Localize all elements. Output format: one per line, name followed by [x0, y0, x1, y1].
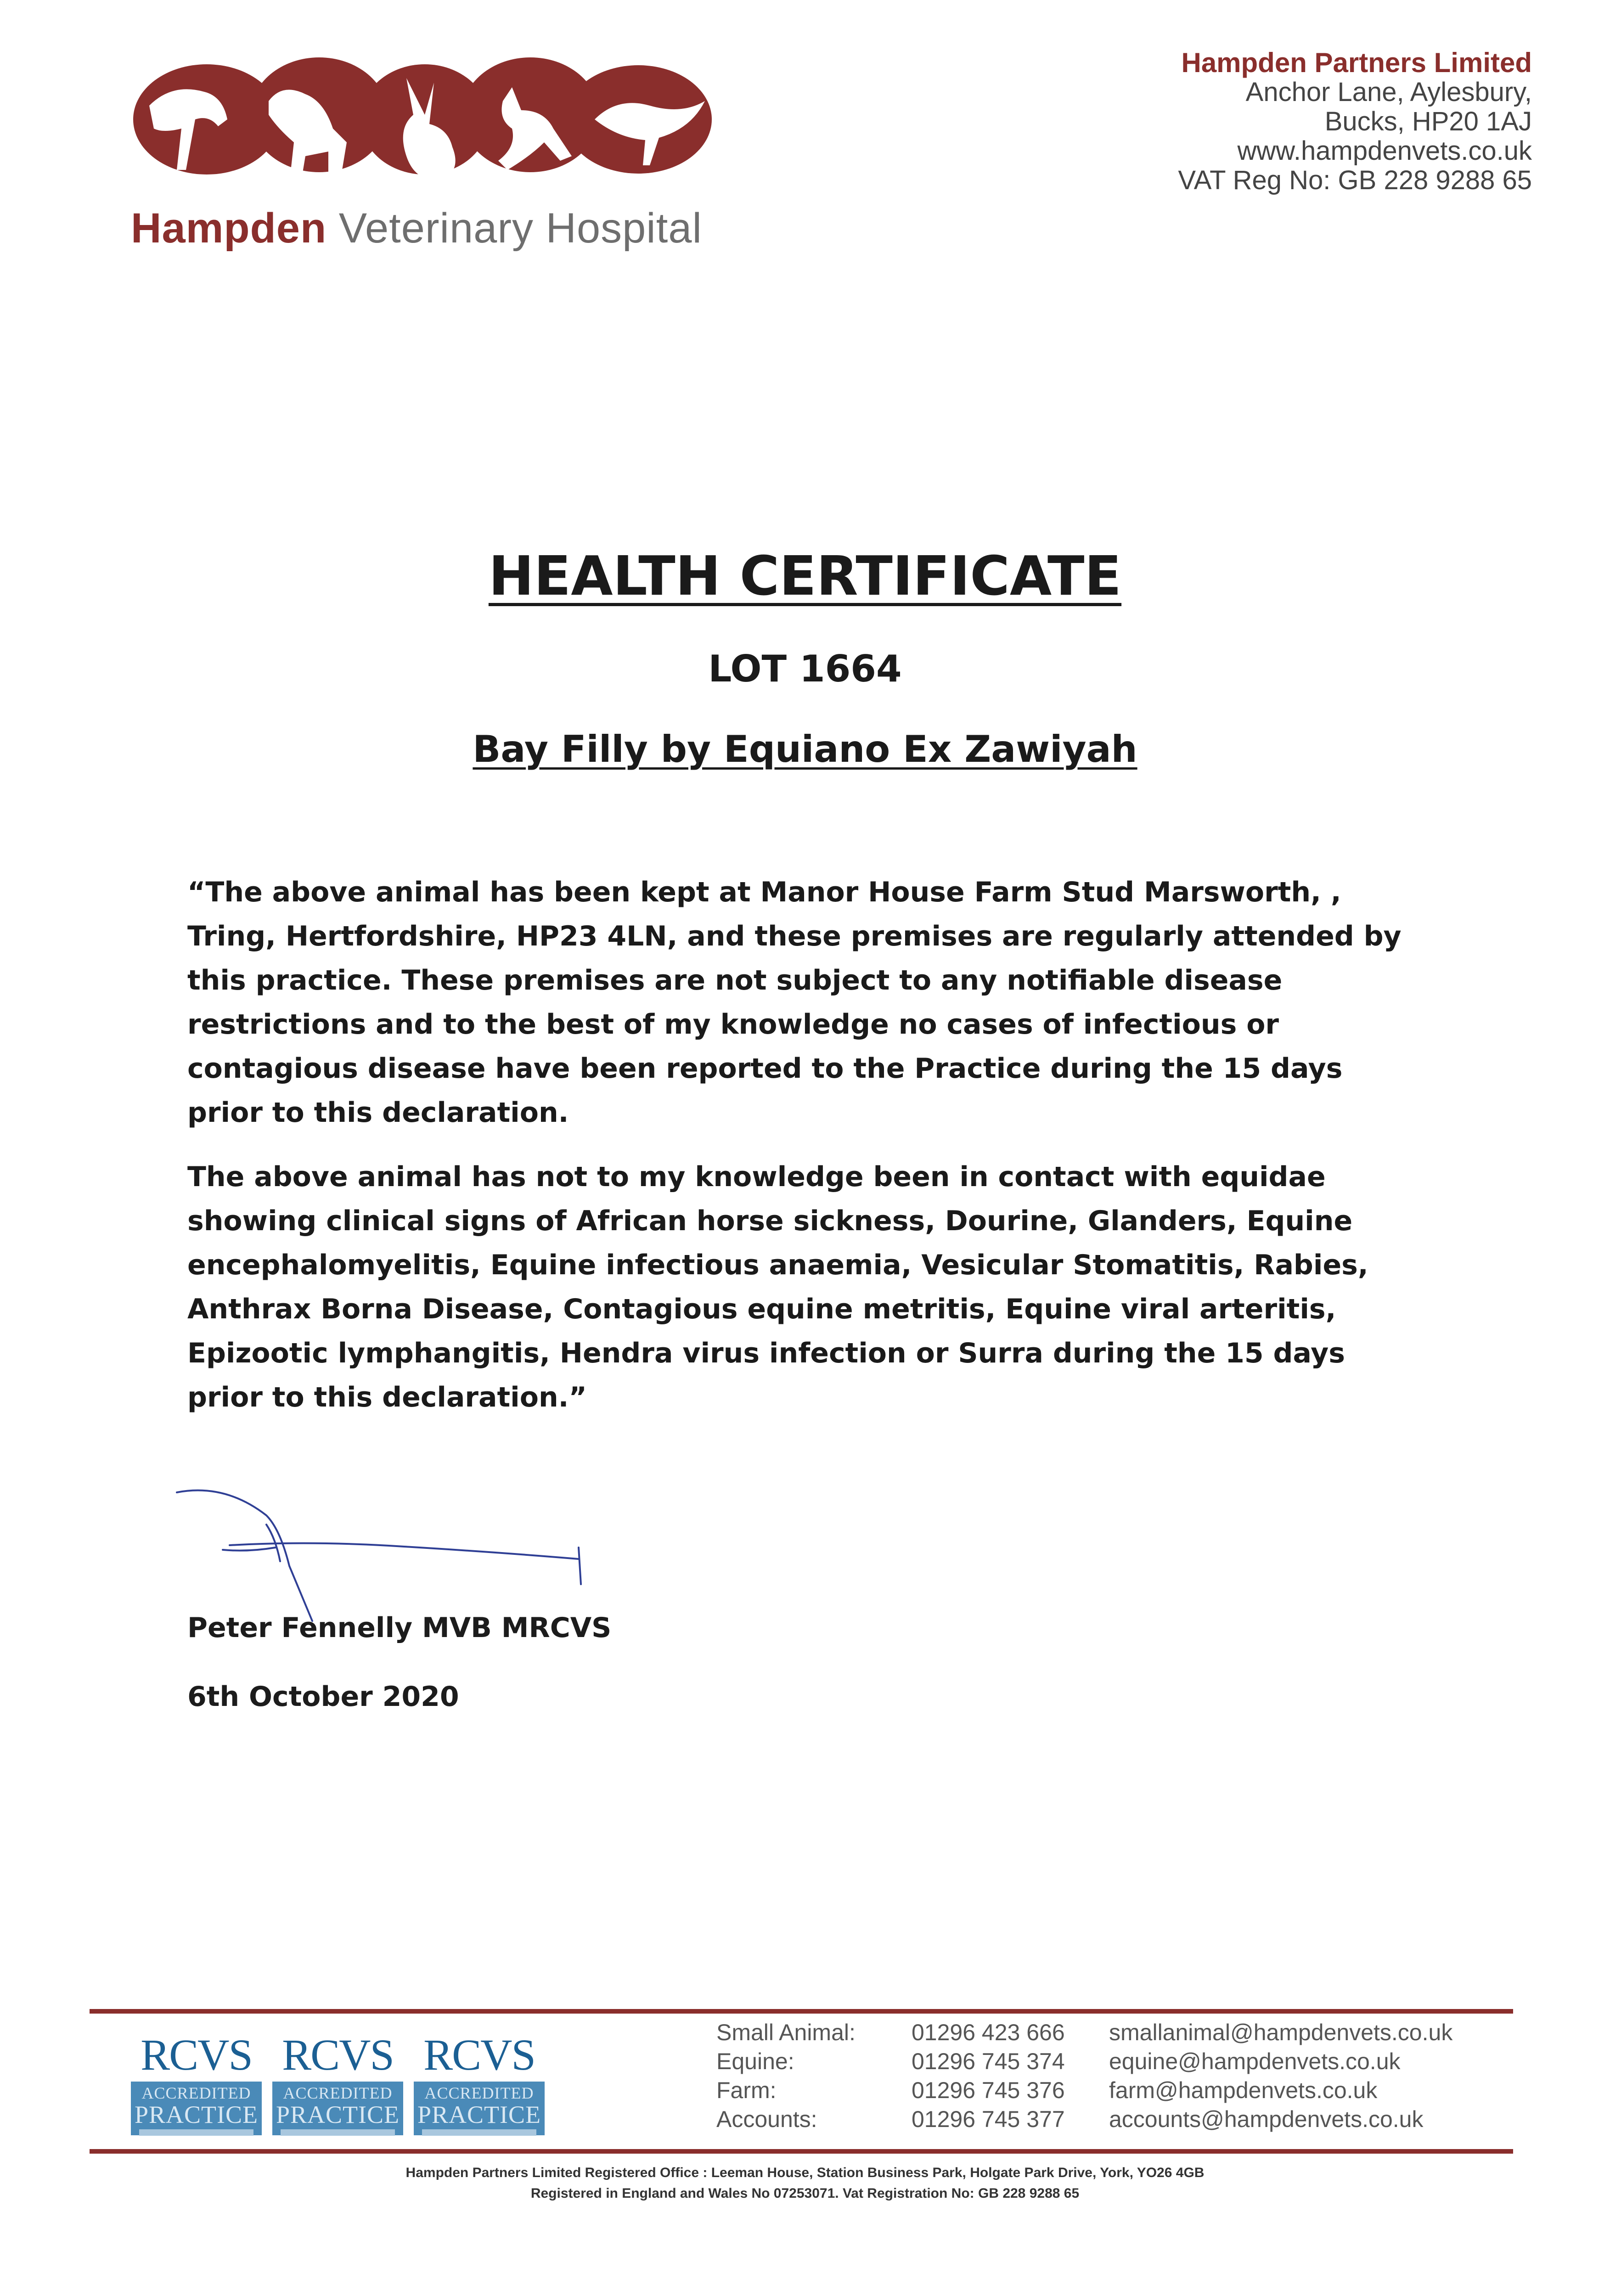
handwritten-signature: [175, 1474, 611, 1626]
registered-office: Hampden Partners Limited Registered Office : Leeman House, Station Business Park, Holgate Park Drive, York, YO26 4GB: [405, 2165, 1205, 2180]
contact-table: [716, 2018, 1452, 2134]
logo-name-bold: Hampden: [131, 205, 327, 252]
contact-row-equine: [716, 2047, 1452, 2076]
logo-name-rest: Veterinary Hospital: [327, 205, 702, 252]
rcvs-badge-category-strip: [422, 2129, 536, 2136]
rcvs-badge-line2: PRACTICE: [134, 2101, 259, 2128]
contact-phone: 01296 423 666: [912, 2020, 1065, 2045]
rcvs-logo: RCVS: [414, 2027, 545, 2082]
contact-email: accounts@hampdenvets.co.uk: [1109, 2106, 1424, 2132]
rcvs-badge-equine: [272, 2027, 403, 2135]
animal-description: Bay Filly by Equiano Ex Zawiyah: [473, 728, 1137, 771]
rcvs-badge-line2: PRACTICE: [417, 2101, 541, 2128]
company-name: Hampden Partners Limited: [1181, 47, 1532, 78]
company-registration: Registered in England and Wales No 07253071. Vat Registration No: GB 228 9288 65: [530, 2186, 1080, 2201]
signature-date: 6th October 2020: [187, 1681, 459, 1713]
rcvs-badge-line1: ACCREDITED: [424, 2084, 534, 2102]
company-vat: VAT Reg No: GB 228 9288 65: [1178, 165, 1532, 195]
declaration-paragraph-2: The above animal has not to my knowledge been in contact with equidae showing clinical signs of African horse sickness, Dourine, Glanders, Equine encephalomyelitis, Equine infectious anaemia, Vesicular Stomatitis, Rabies, Anthrax Borna Disease, Contagious equine metritis, Equine viral arteritis, Epizootic lymphangitis, Hendra virus infection or Surra during the 15 days prior to this declaration.”: [187, 1161, 1368, 1413]
rcvs-badge-farm: [414, 2027, 545, 2135]
contact-label: Accounts:: [716, 2106, 817, 2132]
rcvs-badge-line1: ACCREDITED: [283, 2084, 393, 2102]
footer-rule-top: [90, 2009, 1513, 2014]
footer-rule-bottom: [90, 2149, 1513, 2154]
rcvs-badge-category-strip: [139, 2129, 253, 2136]
rcvs-badge-line1: ACCREDITED: [141, 2084, 251, 2102]
contact-row-small-animal: [716, 2018, 1452, 2047]
company-address-line-2: Bucks, HP20 1AJ: [1324, 107, 1532, 136]
company-address-block: [1178, 48, 1532, 195]
contact-row-farm: [716, 2076, 1452, 2105]
contact-row-accounts: [716, 2105, 1452, 2134]
contact-phone: 01296 745 377: [912, 2106, 1065, 2132]
hampden-logo-animals-icon: [131, 51, 714, 202]
company-website: www.hampdenvets.co.uk: [1237, 136, 1532, 166]
contact-label: Equine:: [716, 2048, 794, 2074]
rcvs-badge-category-strip: [281, 2129, 395, 2136]
declaration-paragraph-1: “The above animal has been kept at Manor House Farm Stud Marsworth, , Tring, Hertfordshire, HP23 4LN, and these premises are regularly attended by this practice. These premises are not subject to any notifiable disease restrictions and to the best of my knowledge no cases of infectious or contagious disease have been reported to the Practice during the 15 days prior to this declaration.: [187, 876, 1402, 1129]
signatory-name: Peter Fennelly MVB MRCVS: [187, 1612, 612, 1644]
lot-number: LOT 1664: [708, 647, 902, 690]
rcvs-logo: RCVS: [131, 2027, 262, 2082]
contact-label: Farm:: [716, 2077, 777, 2103]
contact-email: equine@hampdenvets.co.uk: [1109, 2048, 1401, 2074]
company-address-line-1: Anchor Lane, Aylesbury,: [1245, 77, 1532, 107]
rcvs-badge-line2: PRACTICE: [276, 2101, 400, 2128]
rcvs-logo: RCVS: [272, 2027, 403, 2082]
contact-phone: 01296 745 376: [912, 2077, 1065, 2103]
contact-email: smallanimal@hampdenvets.co.uk: [1109, 2020, 1453, 2045]
contact-phone: 01296 745 374: [912, 2048, 1065, 2074]
document-title: HEALTH CERTIFICATE: [488, 544, 1122, 608]
certificate-body: [187, 870, 1409, 1440]
rcvs-badge-small-animal: [131, 2027, 262, 2135]
contact-email: farm@hampdenvets.co.uk: [1109, 2077, 1378, 2103]
contact-label: Small Animal:: [716, 2020, 856, 2045]
logo-wordmark: [131, 204, 702, 253]
